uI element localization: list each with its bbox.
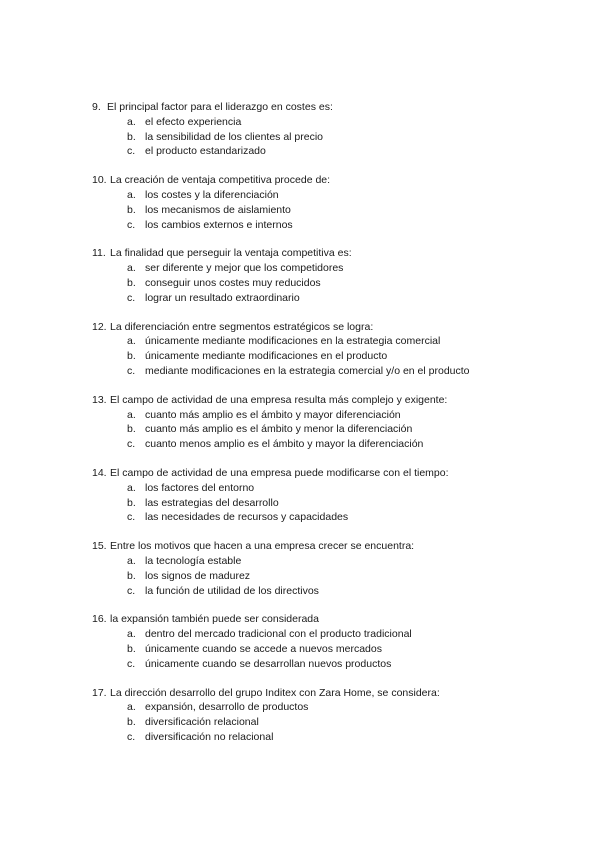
option-letter: a.: [127, 481, 136, 494]
option-c: [92, 584, 572, 599]
option-a: [92, 554, 572, 569]
option-a: [92, 408, 572, 423]
question-text: El principal factor para el liderazgo en costes es:: [107, 101, 333, 113]
option-text: cuanto menos amplio es el ámbito y mayor la diferenciación: [145, 438, 424, 451]
option-letter: a.: [127, 115, 136, 128]
option-list: [92, 627, 572, 671]
option-letter: b.: [127, 496, 136, 509]
option-letter: c.: [127, 657, 136, 670]
option-letter: a.: [127, 335, 136, 348]
option-letter: b.: [127, 276, 136, 289]
question-stem: [92, 393, 572, 408]
question-number: 10.: [92, 174, 107, 187]
question-number: 16.: [92, 613, 107, 626]
question-15: [92, 539, 572, 598]
question-14: [92, 466, 572, 525]
option-a: [92, 115, 572, 130]
option-text: los mecanismos de aislamiento: [145, 203, 291, 216]
question-number: 17.: [92, 686, 107, 699]
option-letter: a.: [127, 701, 136, 714]
option-text: la sensibilidad de los clientes al precio: [145, 130, 324, 143]
option-b: [92, 715, 572, 730]
option-c: [92, 218, 572, 233]
question-stem: [92, 612, 572, 627]
question-10: [92, 173, 572, 232]
option-b: [92, 276, 572, 291]
option-list: [92, 261, 572, 305]
question-stem: [92, 466, 572, 481]
option-letter: a.: [127, 628, 136, 641]
option-letter: b.: [127, 350, 136, 363]
option-c: [92, 730, 572, 745]
option-b: [92, 349, 572, 364]
option-text: diversificación no relacional: [145, 730, 274, 743]
question-text: Entre los motivos que hacen a una empresa crecer se encuentra:: [110, 540, 415, 553]
option-text: los factores del entorno: [145, 481, 255, 494]
question-stem: [92, 100, 572, 115]
option-b: [92, 203, 572, 218]
option-list: [92, 408, 572, 452]
question-13: [92, 393, 572, 452]
option-text: únicamente mediante modificaciones en el producto: [145, 350, 388, 363]
question-number: 15.: [92, 540, 107, 553]
option-list: [92, 554, 572, 598]
question-number: 9.: [92, 101, 101, 113]
option-a: [92, 188, 572, 203]
option-a: [92, 627, 572, 642]
option-letter: b.: [127, 642, 136, 655]
option-c: [92, 364, 572, 379]
option-letter: a.: [127, 408, 136, 421]
option-b: [92, 496, 572, 511]
option-letter: c.: [127, 511, 136, 524]
option-text: lograr un resultado extraordinario: [145, 291, 300, 304]
option-letter: b.: [127, 716, 136, 729]
option-letter: b.: [127, 203, 136, 216]
question-12: [92, 320, 572, 379]
option-text: cuanto más amplio es el ámbito y menor la diferenciación: [145, 423, 413, 436]
option-letter: c.: [127, 364, 136, 377]
question-stem: [92, 173, 572, 188]
option-letter: b.: [127, 569, 136, 582]
option-letter: c.: [127, 291, 136, 304]
option-text: dentro del mercado tradicional con el producto tradicional: [145, 628, 412, 641]
question-text: El campo de actividad de una empresa resulta más complejo y exigente:: [110, 393, 448, 406]
option-text: únicamente cuando se desarrollan nuevos productos: [145, 657, 392, 670]
question-number: 13.: [92, 393, 107, 406]
option-list: [92, 481, 572, 525]
option-letter: c.: [127, 730, 136, 743]
option-text: ser diferente y mejor que los competidores: [145, 262, 344, 275]
option-b: [92, 569, 572, 584]
option-a: [92, 334, 572, 349]
option-letter: a.: [127, 262, 136, 275]
question-11: [92, 246, 572, 305]
option-text: únicamente mediante modificaciones en la estrategia comercial: [145, 335, 441, 348]
option-text: mediante modificaciones en la estrategia comercial y/o en el producto: [145, 364, 470, 377]
question-text: La creación de ventaja competitiva procede de:: [110, 174, 331, 187]
question-number: 11.: [92, 247, 106, 260]
question-text: El campo de actividad de una empresa puede modificarse con el tiempo:: [110, 466, 449, 479]
option-letter: a.: [127, 188, 136, 201]
option-text: conseguir unos costes muy reducidos: [145, 276, 321, 289]
question-stem: [92, 539, 572, 554]
option-text: únicamente cuando se accede a nuevos mercados: [145, 642, 382, 655]
option-text: los signos de madurez: [145, 569, 251, 582]
question-number: 14.: [92, 466, 107, 479]
option-a: [92, 700, 572, 715]
option-c: [92, 510, 572, 525]
question-number: 12.: [92, 320, 107, 333]
question-text: La finalidad que perseguir la ventaja competitiva es:: [110, 247, 352, 260]
option-c: [92, 437, 572, 452]
option-text: la función de utilidad de los directivos: [145, 584, 319, 597]
question-text: La dirección desarrollo del grupo Inditex con Zara Home, se considera:: [110, 686, 440, 699]
option-text: el efecto experiencia: [145, 115, 242, 128]
option-text: los cambios externos e internos: [145, 218, 293, 231]
option-c: [92, 144, 572, 159]
question-17: [92, 686, 572, 745]
option-list: [92, 188, 572, 232]
option-a: [92, 261, 572, 276]
option-list: [92, 115, 572, 159]
option-b: [92, 642, 572, 657]
question-stem: [92, 246, 572, 261]
option-text: las necesidades de recursos y capacidades: [145, 511, 349, 524]
option-text: expansión, desarrollo de productos: [145, 701, 309, 714]
option-list: [92, 334, 572, 378]
option-letter: b.: [127, 130, 136, 143]
question-9: [92, 100, 572, 159]
question-text: la expansión también puede ser considerada: [110, 613, 319, 626]
question-16: [92, 612, 572, 671]
option-letter: c.: [127, 145, 136, 158]
option-c: [92, 657, 572, 672]
option-letter: c.: [127, 218, 136, 231]
option-b: [92, 130, 572, 145]
option-b: [92, 422, 572, 437]
option-list: [92, 700, 572, 744]
option-text: las estrategias del desarrollo: [145, 496, 279, 509]
option-text: cuanto más amplio es el ámbito y mayor diferenciación: [145, 408, 401, 421]
option-c: [92, 291, 572, 306]
question-stem: [92, 320, 572, 335]
option-a: [92, 481, 572, 496]
option-letter: c.: [127, 438, 136, 451]
question-stem: [92, 686, 572, 701]
option-text: diversificación relacional: [145, 716, 259, 729]
option-letter: a.: [127, 554, 136, 567]
option-text: la tecnología estable: [145, 554, 242, 567]
option-letter: c.: [127, 584, 136, 597]
option-text: los costes y la diferenciación: [145, 188, 279, 201]
option-text: el producto estandarizado: [145, 145, 266, 158]
question-list: [92, 100, 572, 759]
option-letter: b.: [127, 423, 136, 436]
question-text: La diferenciación entre segmentos estratégicos se logra:: [110, 320, 374, 333]
